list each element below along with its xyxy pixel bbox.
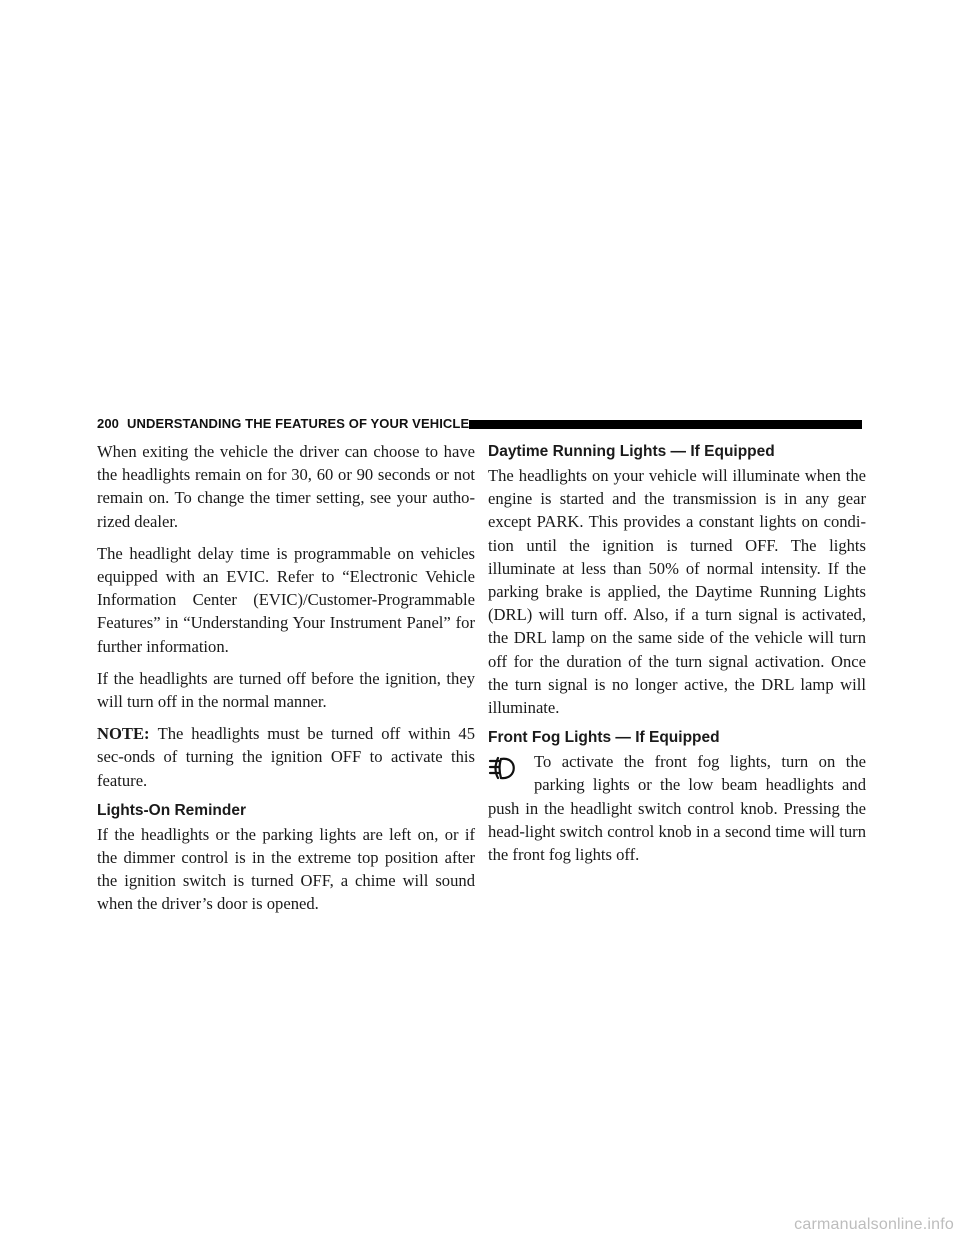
section-title: UNDERSTANDING THE FEATURES OF YOUR VEHICLE [127,416,470,431]
watermark: carmanualsonline.info [794,1216,954,1233]
right-column [488,440,866,875]
heading-lights-on-reminder: Lights-On Reminder [97,801,246,819]
front-fog-light-icon [488,756,518,782]
note-label: NOTE: [97,724,150,744]
paragraph-delay-programmable: The headlight delay time is programmable on vehicles equipped with an EVIC. Refer to “Electronic Vehicle Information Center (EVIC)/Customer-Programmable Features” in “Understanding Your Instrument Panel” for further information. [97,543,475,656]
header-text [97,416,469,432]
left-column [97,440,475,925]
paragraph-reminder: If the headlights or the parking lights are left on, or if the dimmer control is in the extreme top position after the ignition switch is turned OFF, a chime will sound when the driver’s door is opened. [97,824,475,914]
heading-front-fog-lights: Front Fog Lights — If Equipped [488,729,720,747]
note [97,722,475,792]
paragraph-turn-off: If the headlights are turned off before the ignition, they will turn off in the normal manner. [97,668,475,712]
header-rule [469,420,862,429]
heading-daytime-running-lights: Daytime Running Lights — If Equipped [488,443,775,460]
paragraph-drl: The headlights on your vehicle will illuminate when the engine is started and the transmission is in any gear except PARK. This provides a constant lights on condi-tion until the ignition is turned OFF. The lights illuminate at less than 50% of normal intensity. If the parking brake is applied, the Daytime Running Lights (DRL) will turn off. Also, if a turn signal is activated, the DRL lamp on the same side of the vehicle will turn off for the duration of the turn signal activation. Once the turn signal is no longer active, the DRL lamp will illuminate. [488,466,866,718]
page-number: 200 [97,416,119,431]
fog-lights-block [488,750,866,866]
page-header [97,416,862,432]
note-text: The headlights must be turned off within 45 sec-onds of turning the ignition OFF to activate this feature. [97,724,475,790]
paragraph-timer: When exiting the vehicle the driver can choose to have the headlights remain on for 30, 60 or 90 seconds or not remain on. To change the timer setting, see your autho-rized dealer. [97,442,475,531]
paragraph-fog-lights: To activate the front fog lights, turn on the parking lights or the low beam headlights and push in the headlight switch control knob. Pressing the head-light switch control knob in a second time will turn the front fog lights off. [488,752,866,865]
